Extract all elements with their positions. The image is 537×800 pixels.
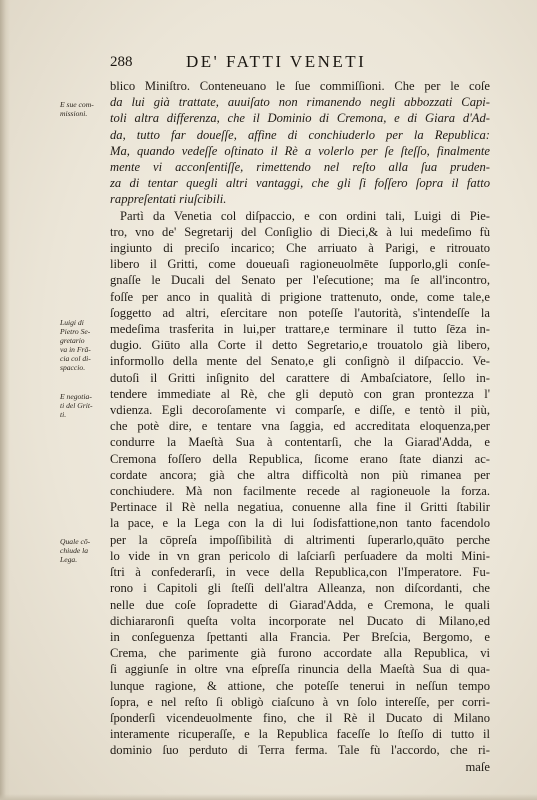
text-line: per la cōpreſa impoſſibilità di altrimenti ſuperarlo,quāto perche — [110, 532, 490, 547]
text-line: informollo della mente del Senato,e gli conſignò il diſpaccio. Ve- — [110, 354, 490, 369]
text-line: dichiararonſi queſta volta incorporate nel Ducato di Milano,ed — [110, 613, 490, 628]
text-line: ſponderſi vicendeuolmente fino, che il Rè il Ducato di Milano — [110, 710, 490, 725]
text-line: ſoggetto ad altri, eſercitare non poteſſe l'autorità, s'intendeſſe la — [110, 305, 490, 320]
marginal-note-line: Quale cō- — [60, 537, 91, 546]
marginal-note-line: E negotia- — [60, 392, 92, 401]
marginal-note-line: cia col di- — [60, 354, 91, 363]
marginal-note-line: va in Frā- — [60, 345, 91, 354]
marginal-note-line: Lega. — [60, 555, 78, 564]
text-line: tendere immediate al Rè, che gli deputò con gran prontezza l' — [110, 386, 490, 401]
catchword: maſe — [465, 759, 490, 774]
text-line: lo vide in vn gran pericolo di laſciarſi perſuadere da molti Mini- — [110, 548, 490, 563]
text-line: lunque ragione, & attione, che poteſſe tenerui in neſſun tempo — [110, 678, 490, 693]
text-line: rappreſentati riuſcibili. — [110, 192, 227, 207]
marginal-note-line: Pietro Se- — [60, 327, 91, 336]
text-line: Cremona foſſero della Republica, ſicome erano ſtate dianzi ac- — [110, 451, 490, 466]
text-line: vdienza. Egli decoroſamente vi comparſe, e diſſe, e tentò il più, — [110, 403, 490, 418]
marginal-note-line: ti. — [60, 410, 67, 419]
text-line: la pace, e la Lega con la di lui ſodisfattione,non tanto facendolo — [110, 516, 490, 531]
text-line: za di tentar quegli altri vantaggi, che gli ſi foſſero ſopra il fatto — [110, 176, 490, 191]
page-number: 288 — [110, 54, 133, 70]
marginal-note-secretary — [60, 318, 108, 372]
text-line: che potè dire, e tentare vna ſaggia, ed accreditata eloquenza,per — [110, 419, 490, 434]
text-line: ſtri à confederarſi, in vece della Republica,con l'Imperatore. Fu- — [110, 565, 490, 580]
text-line: blico Miniſtro. Conteneuano le ſue commiſſioni. Che per le coſe — [110, 79, 490, 93]
text-line: gnaſſe le Ducali del Senato per l'eſecutione; ma ſe all'incontro, — [110, 273, 490, 288]
marginal-note-commissions — [60, 100, 108, 118]
text-line: condurre la Maeſtà Sua à contentarſi, che la Giarad'Adda, e — [110, 435, 490, 450]
text-line: ſopra, e nel reſto ſi obligò ciaſcuno à vn ſolo intereſſe, per corri- — [110, 694, 490, 709]
marginal-note-line: gretario — [60, 336, 85, 345]
text-line: mente vi acconſentiſſe, rimettendo nel reſto alla ſua pruden- — [110, 160, 490, 175]
text-line: nelle due coſe ſopradette di Giarad'Adda, e Cremona, le quali — [110, 597, 490, 612]
text-line: dutoſi il Gritti inſignito del carattere di Ambaſciatore, ſello in- — [110, 370, 490, 385]
marginal-note-negotiations — [60, 392, 108, 419]
text-line: dominio ſuo perduto di Terra ferma. Tale fù l'accordo, che ri- — [110, 743, 490, 758]
text-line: tro, vno de' Segretarij del Conſiglio di Dieci,& à lui medeſimo fù — [110, 224, 490, 239]
running-title: DE' FATTI VENETI — [186, 52, 367, 71]
text-line: conchiudere. Mà non facilmente recede al ragioneuole la forza. — [110, 484, 490, 499]
text-line: da lui già trattate, auuiſato non rimanendo negli abbozzati Capi- — [110, 95, 490, 110]
text-line: Crema, che parimente già furono accordate alla Republica, vi — [110, 646, 490, 661]
text-line: ingiunto di preciſo incarico; Che arriuato à Parigi, e ritrouato — [110, 241, 490, 256]
text-line: Ma, quando vedeſſe oſtinato il Rè a volerlo per ſe ſteſſo, finalmente — [110, 143, 490, 158]
page-header — [110, 52, 490, 74]
text-line: dugio. Giūto alla Corte il detto Segretario,e trouatolo già libero, — [110, 338, 490, 353]
text-line: Pertinace il Rè nella negatiua, conuenne alla fine il Gritti ſtabilir — [110, 500, 490, 515]
text-line: ſi aggiunſe in oltre vna eſpreſſa rinuncia della Maeſtà Sua di qua- — [110, 662, 490, 677]
marginal-note-line: Luigi di — [60, 318, 84, 327]
text-line: interamente ricuperaſſe, e la Republica faceſſe lo ſteſſo di tutto il — [110, 727, 490, 742]
text-line: cordate ancora; già che altra difficoltà non più rimanea per — [110, 467, 490, 482]
marginal-note-league — [60, 537, 108, 564]
page-bottom-edge — [0, 794, 537, 800]
marginal-note-line: chiude la — [60, 546, 89, 555]
text-line: toli altra differenza, che il Dominio di Cremona, e di Giara d'Ad- — [110, 111, 490, 126]
body-text — [110, 78, 490, 775]
text-line: medeſima trasferita in lui,per trattare,e terminare il tutto ſēza in- — [110, 322, 490, 337]
text-line: da, tutto far doueſſe, affine di conchiuderlo per la Republica: — [110, 127, 490, 142]
marginal-note-line: ti del Grit- — [60, 401, 93, 410]
page-binding-shadow — [0, 0, 10, 800]
text-line: rono i Capitoli gli ſteſſi dell'altra Alleanza, non diſcordanti, che — [110, 581, 490, 596]
marginal-note-line: missioni. — [60, 109, 88, 118]
text-line: Partì da Venetia col diſpaccio, e con ordini tali, Luigi di Pie- — [120, 208, 490, 223]
text-line: foſſe per anco in qualità di prigione trattenuto, onde, come tale,e — [110, 289, 490, 304]
text-line: libero il Gritti, come doueuaſi ragioneuolmēte ſupporlo,gli conſe- — [110, 257, 490, 272]
marginal-note-line: E sue com- — [60, 100, 94, 109]
text-line: in conſeguenza ſpettanti alla Francia. Per Breſcia, Bergomo, e — [110, 629, 490, 644]
marginal-note-line: spaccio. — [60, 363, 86, 372]
